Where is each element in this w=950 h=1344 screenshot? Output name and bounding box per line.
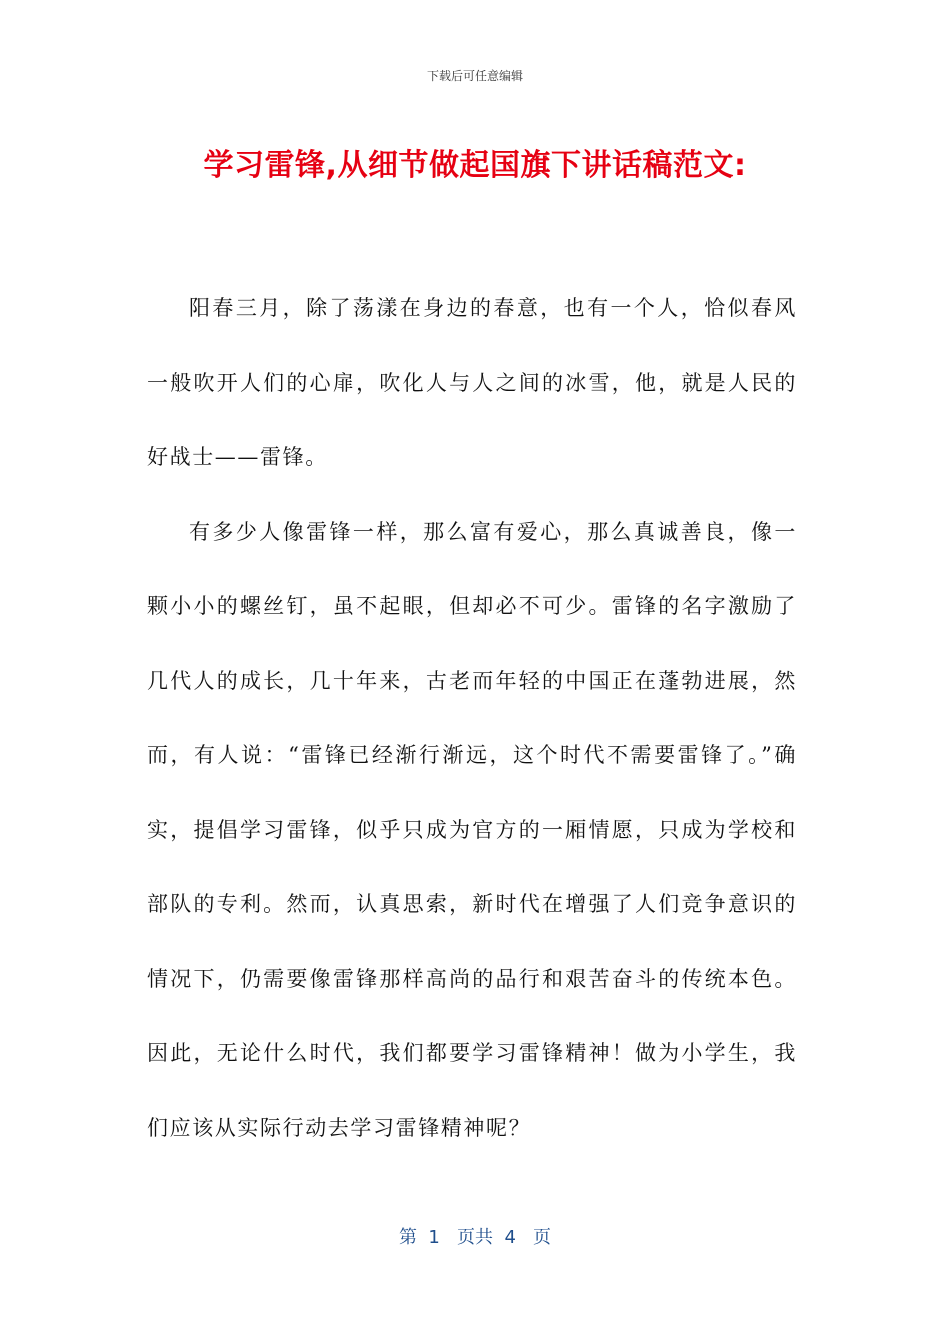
page-number-footer: 第 1 页共 4 页	[398, 1227, 552, 1248]
page-title: 学习雷锋,从细节做起国旗下讲话稿范文:	[203, 148, 747, 183]
paragraph: 有多少人像雷锋一样，那么富有爱心，那么真诚善良，像一颗小小的螺丝钉，虽不起眼，但却必不可少。雷锋的名字激励了几代人的成长，几十年来，古老而年轻的中国正在蓬勃进展，然而，有人说：“雷锋已经渐行渐远，这个时代不需要雷锋了。”确实，提倡学习雷锋，似乎只成为官方的一厢情愿，只成为学校和部队的专利。然而，认真思索，新时代在增强了人们竞争意识的情况下，仍需要像雷锋那样高尚的品行和艰苦奋斗的传统本色。因此，无论什么时代，我们都要学习雷锋精神！做为小学生，我们应该从实际行动去学习雷锋精神呢？	[147, 519, 797, 1140]
paragraph: 阳春三月，除了荡漾在身边的春意，也有一个人，恰似春风一般吹开人们的心扉，吹化人与人之间的冰雪，他，就是人民的好战士——雷锋。	[147, 296, 797, 469]
header-note: 下载后可任意编辑	[426, 69, 523, 83]
document-body	[147, 271, 797, 1165]
